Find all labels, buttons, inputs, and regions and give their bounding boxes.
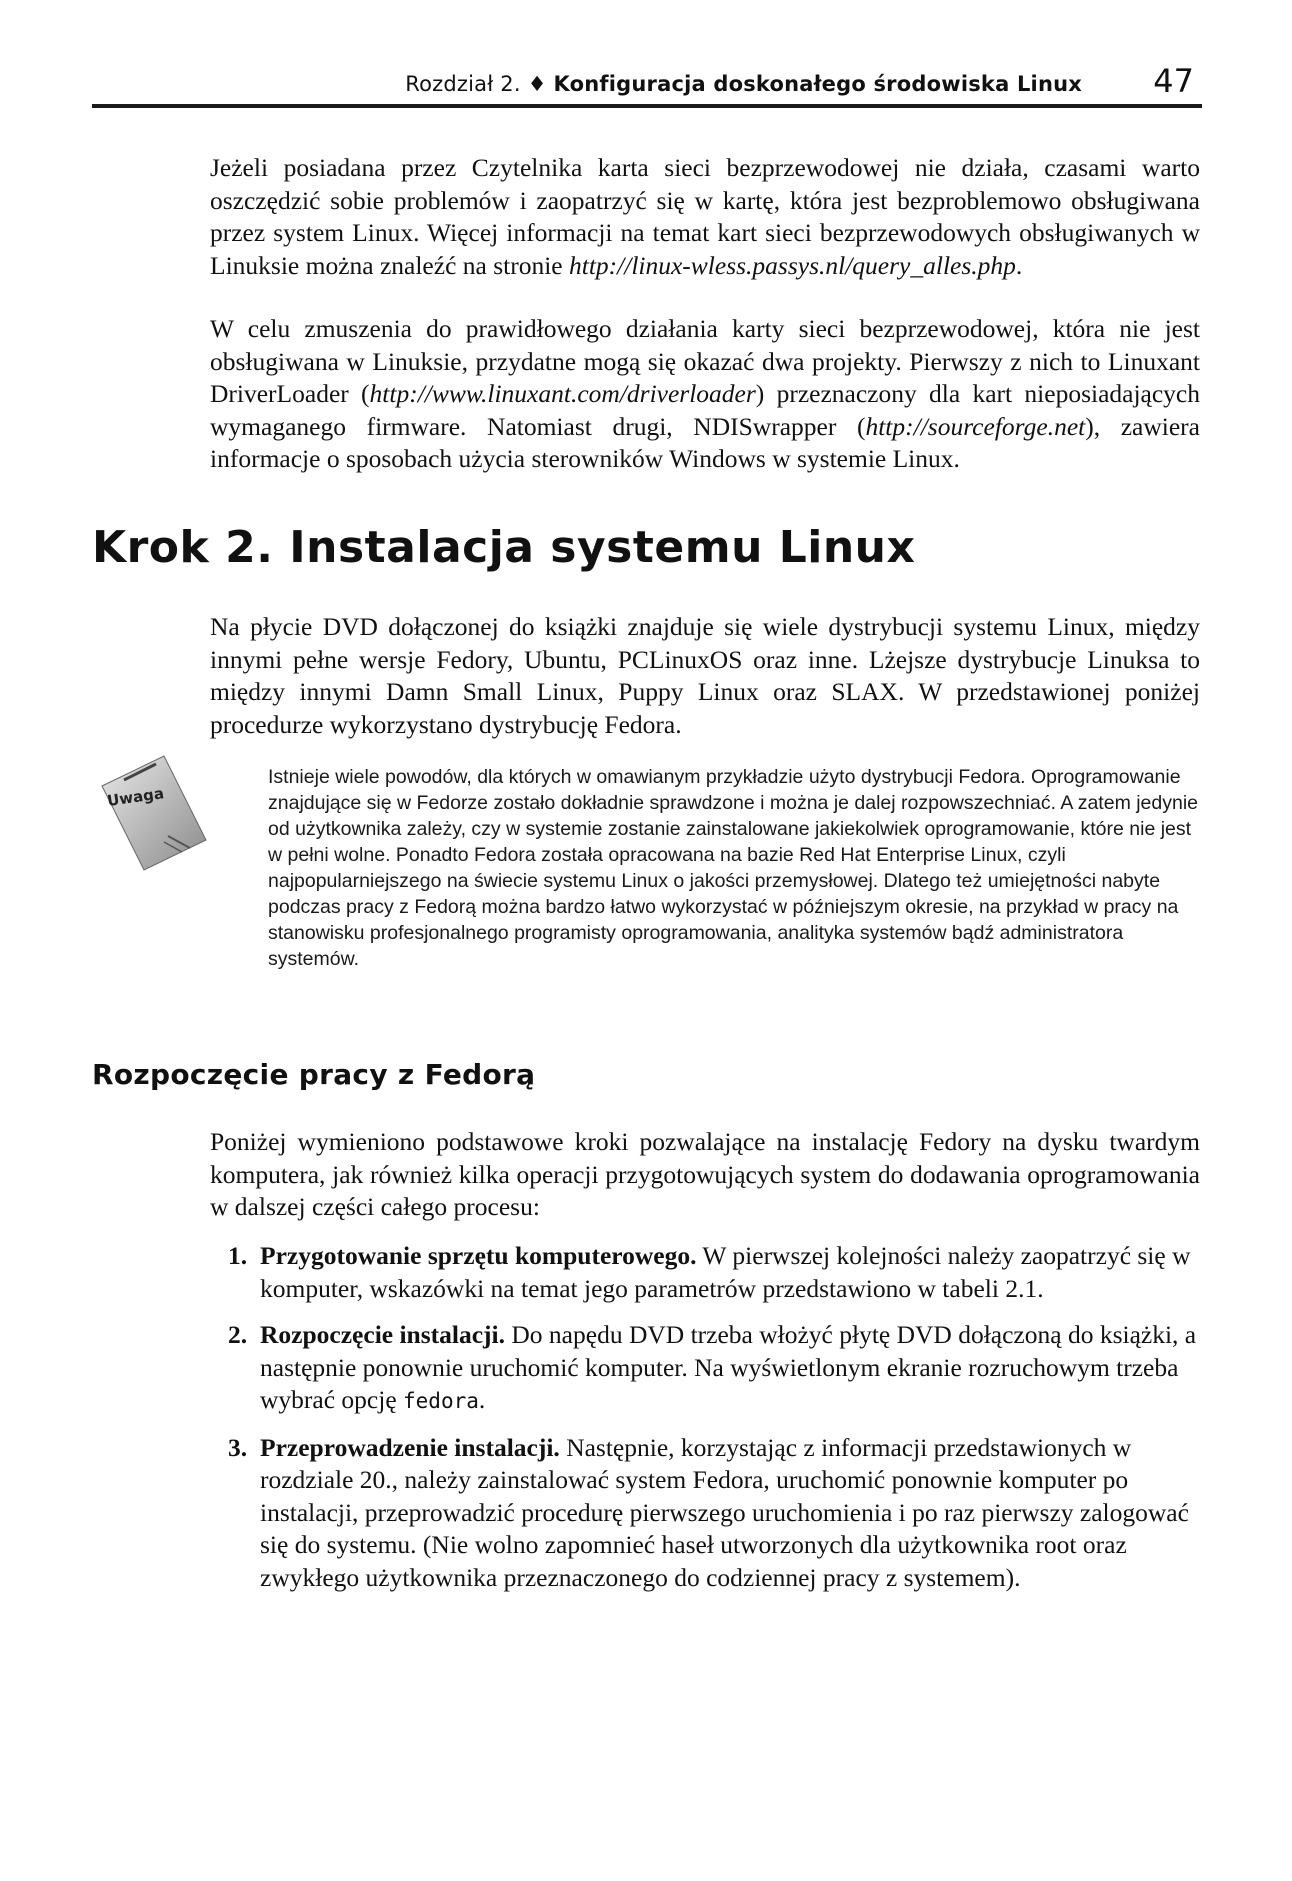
- list-item: [210, 1319, 1200, 1418]
- paragraph-dvd: Na płycie DVD dołączonej do książki znajduje się wiele dystrybucji systemu Linux, między innymi pełne wersje Fedory, Ubuntu, PCLinuxOS oraz inne. Lżejsze dystrybucje Linuksa to między innymi Damn Small Linux, Puppy Linux oraz SLAX. W przedstawionej poniżej procedurze wykorzystano dystrybucję Fedora.: [210, 612, 1200, 739]
- note-label: Uwaga: [106, 784, 166, 810]
- note-text: Istnieje wiele powodów, dla których w omawianym przykładzie użyto dystrybucji Fedora. Oprogramowanie znajdujące się w Fedorze zostało dokładnie sprawdzone i można je dalej rozpowszechniać. A zatem jedynie od użytkownika zależy, czy w systemie zostanie zainstalowane jakiekolwiek oprogramowanie, które nie jest w pełni wolne. Ponadto Fedora została opracowana na bazie Red Hat Enterprise Linux, czyli najpopularniejszego na świecie systemu Linux o jakości przemysłowej. Dlatego też umiejętności nabyte podczas pracy z Fedorą można bardzo łatwo wykorzystać w późniejszym okresie, na przykład w pracy na stanowisku profesjonalnego programisty oprogramowania, analityka systemów bądź administratora systemów.: [268, 766, 1199, 970]
- running-head: [405, 72, 1082, 96]
- paragraph-intro-steps: Poniżej wymieniono podstawowe kroki pozwalające na instalację Fedory na dysku twardym komputera, jak również kilka operacji przygotowujących system do dodawania oprogramowania w dalszej części całego procesu:: [210, 1127, 1200, 1221]
- code-option: fedora: [403, 1389, 479, 1413]
- step-text: W pierwszej kolejności należy zaopatrzyć się w komputer, wskazówki na temat jego parametrów przedstawiono w tabeli 2.1.: [260, 1241, 1191, 1303]
- paragraph-text: W celu zmuszenia do prawidłowego działania karty sieci bezprzewodowej, która nie jest obsługiwana w Linuksie, przydatne mogą się okazać dwa projekty. Pierwszy z nich to Linuxant DriverLoader (: [210, 314, 1200, 408]
- paragraph-projects: [210, 313, 1200, 476]
- link-linuxant[interactable]: http://www.linuxant.com/driverloader: [369, 379, 756, 408]
- paragraph-text: ) przeznaczony dla kart nieposiadających wymaganego firmware. Natomiast drugi, NDISwrapper (: [210, 379, 1200, 441]
- section-heading: Krok 2. Instalacja systemu Linux: [92, 522, 916, 573]
- list-item: [210, 1240, 1200, 1305]
- step-number: 2.: [228, 1320, 248, 1349]
- page-header: [92, 60, 1202, 108]
- step-number: 1.: [228, 1241, 248, 1270]
- step-title: Przygotowanie sprzętu komputerowego.: [260, 1241, 697, 1270]
- subsection-heading: Rozpoczęcie pracy z Fedorą: [92, 1058, 536, 1091]
- list-item: [210, 1432, 1200, 1595]
- note-page-icon: [94, 752, 214, 874]
- page-number: 47: [1153, 62, 1194, 100]
- step-number: 3.: [228, 1432, 248, 1462]
- paragraph-text: Jeżeli posiadana przez Czytelnika karta sieci bezprzewodowej nie działa, czasami warto oszczędzić sobie problemów i zaopatrzyć się w kartę, która jest bezproblemowo obsługiwana przez system Linux. Więcej informacji na temat kart sieci bezprzewodowych obsługiwanych w Linuksie można znaleźć na stronie: [210, 153, 1200, 280]
- diamond-bullet-icon: ♦: [527, 72, 547, 96]
- paragraph-text: ), zawiera informacje o sposobach użycia sterowników Windows w systemie Linux.: [210, 411, 1200, 473]
- steps-list: [210, 1240, 1200, 1608]
- link-linux-wless[interactable]: http://linux-wless.passys.nl/query_alles.php: [568, 250, 1016, 280]
- chapter-prefix: Rozdział 2.: [405, 72, 521, 96]
- step-text: Następnie, korzystając z informacji przedstawionych w rozdziale 20., należy zainstalować system Fedora, uruchomić ponownie komputer po instalacji, przeprowadzić procedurę pierwszego uruchomienia i po raz pierwszy zalogować się do systemu. (Nie wolno zapomnieć haseł utworzonych dla użytkownika root oraz zwykłego użytkownika przeznaczonego do codziennej pracy z systemem).: [260, 1432, 1189, 1592]
- paragraph-end: .: [1015, 250, 1023, 280]
- step-text: Do napędu DVD trzeba włożyć płytę DVD dołączoną do książki, a następnie ponownie uruchomić komputer. Na wyświetlonym ekranie rozruchowym trzeba wybrać opcję: [260, 1320, 1197, 1414]
- step-end: .: [478, 1385, 486, 1414]
- note-icon: [94, 752, 214, 874]
- link-sourceforge[interactable]: http://sourceforge.net: [865, 411, 1086, 441]
- step-title: Przeprowadzenie instalacji.: [260, 1432, 560, 1462]
- chapter-title: Konfiguracja doskonałego środowiska Linux: [553, 72, 1082, 96]
- step-title: Rozpoczęcie instalacji.: [260, 1320, 506, 1349]
- paragraph-wireless-card: [210, 152, 1200, 282]
